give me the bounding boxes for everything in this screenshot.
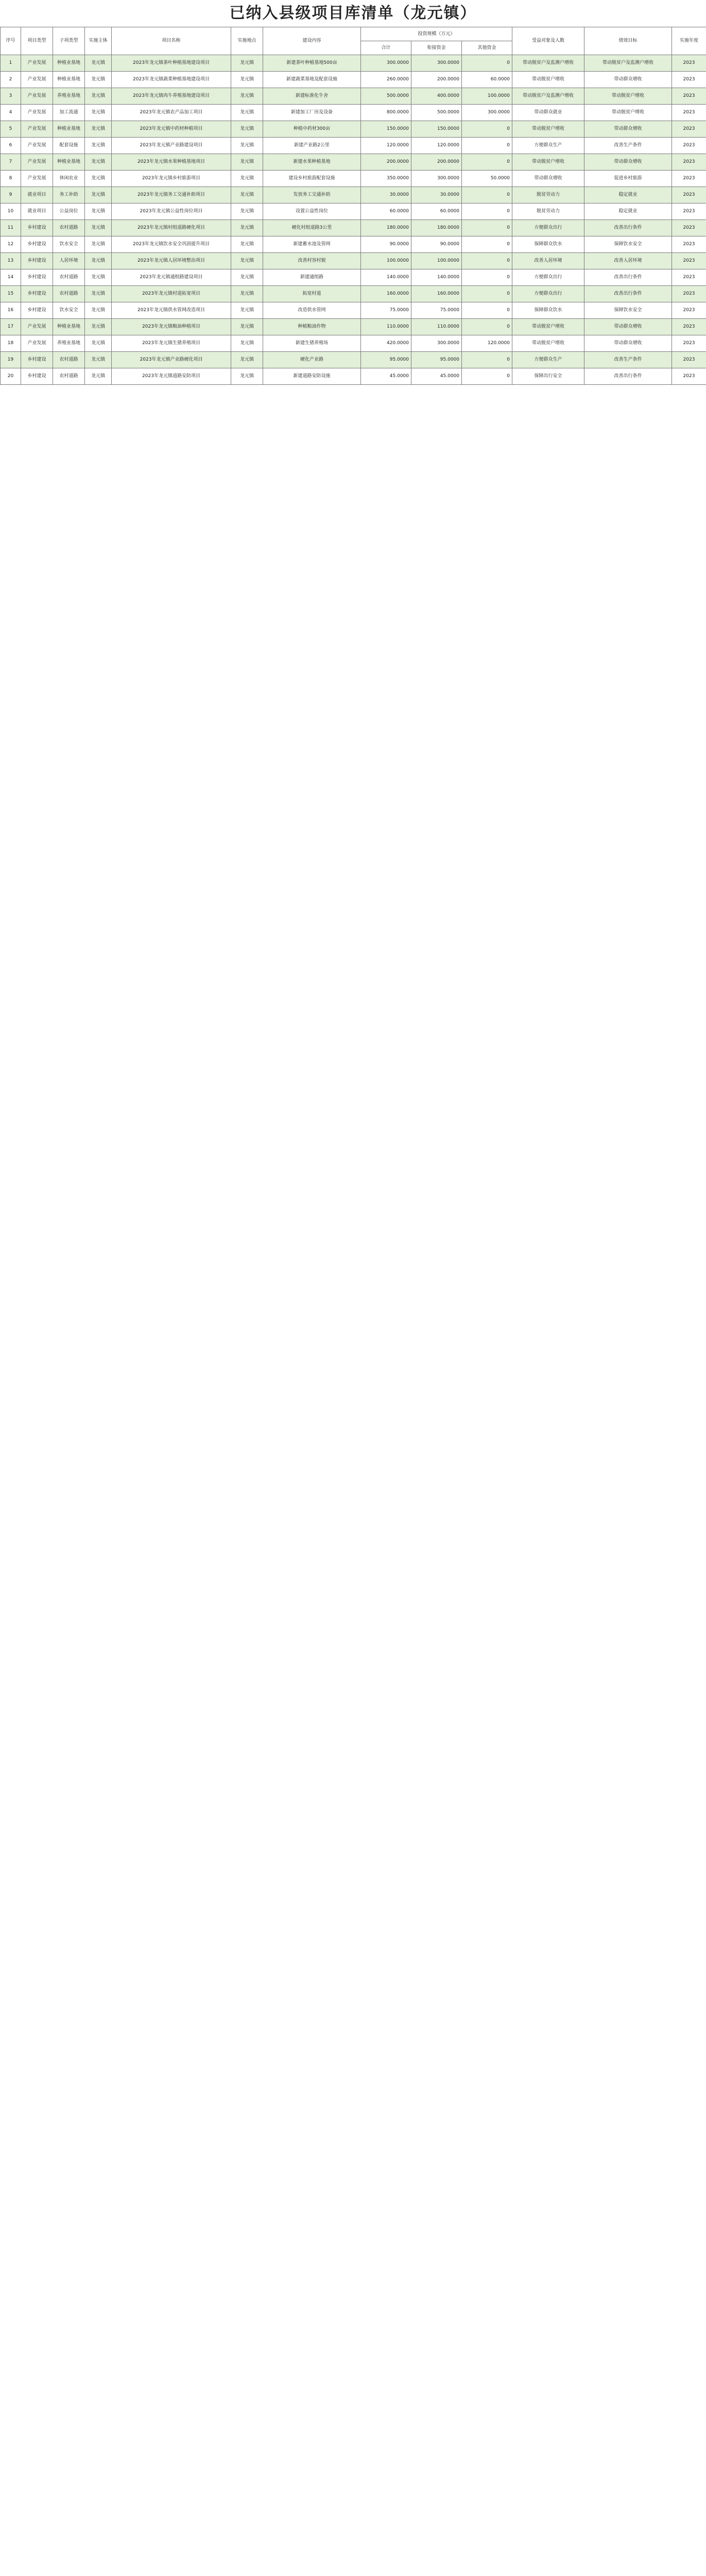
header-content: 建设内容 [263, 27, 361, 55]
cell-location: 龙元镇 [231, 352, 263, 368]
cell-executor: 龙元镇 [85, 105, 112, 121]
cell-executor: 龙元镇 [85, 204, 112, 220]
cell-seq: 14 [1, 269, 21, 286]
cell-fund-a: 110.0000 [411, 319, 462, 335]
cell-fund-b: 0 [462, 253, 512, 269]
cell-content: 新建水果种植基地 [263, 154, 361, 171]
table-row [1, 204, 706, 220]
cell-total: 150.0000 [361, 121, 411, 138]
cell-name: 2023年龙元镇生猪养殖项目 [112, 335, 231, 352]
cell-subcategory: 种植业基地 [53, 319, 85, 335]
cell-fund-b: 300.0000 [462, 105, 512, 121]
cell-executor: 龙元镇 [85, 121, 112, 138]
cell-benefit: 带动脱贫户增收 [512, 335, 584, 352]
cell-category: 产业发展 [21, 335, 53, 352]
cell-fund-a: 150.0000 [411, 121, 462, 138]
cell-performance: 带动群众增收 [584, 335, 672, 352]
cell-fund-b: 50.0000 [462, 171, 512, 187]
cell-location: 龙元镇 [231, 72, 263, 88]
cell-category: 乡村建设 [21, 269, 53, 286]
cell-total: 160.0000 [361, 286, 411, 302]
cell-performance: 改善出行条件 [584, 368, 672, 385]
cell-category: 产业发展 [21, 171, 53, 187]
cell-seq: 8 [1, 171, 21, 187]
cell-fund-b: 0 [462, 302, 512, 319]
cell-category: 乡村建设 [21, 253, 53, 269]
cell-benefit: 带动脱贫户及监测户增收 [512, 55, 584, 72]
cell-year: 2023 [672, 368, 706, 385]
cell-performance: 改善出行条件 [584, 220, 672, 236]
cell-category: 就业项目 [21, 187, 53, 204]
cell-fund-a: 30.0000 [411, 187, 462, 204]
header-performance: 绩效目标 [584, 27, 672, 55]
cell-total: 100.0000 [361, 253, 411, 269]
cell-benefit: 带动群众增收 [512, 171, 584, 187]
cell-fund-a: 180.0000 [411, 220, 462, 236]
cell-benefit: 带动脱贫户增收 [512, 319, 584, 335]
cell-location: 龙元镇 [231, 105, 263, 121]
cell-location: 龙元镇 [231, 154, 263, 171]
cell-content: 新建标准化牛舍 [263, 88, 361, 105]
cell-year: 2023 [672, 154, 706, 171]
cell-content: 新建加工厂房及设备 [263, 105, 361, 121]
cell-year: 2023 [672, 302, 706, 319]
cell-location: 龙元镇 [231, 335, 263, 352]
cell-fund-a: 45.0000 [411, 368, 462, 385]
cell-fund-a: 500.0000 [411, 105, 462, 121]
cell-name: 2023年龙元镇粮油种植项目 [112, 319, 231, 335]
cell-benefit: 保障群众饮水 [512, 236, 584, 253]
cell-benefit: 保障出行安全 [512, 368, 584, 385]
cell-content: 新建生猪养殖场 [263, 335, 361, 352]
cell-fund-a: 140.0000 [411, 269, 462, 286]
cell-total: 180.0000 [361, 220, 411, 236]
cell-fund-b: 0 [462, 368, 512, 385]
cell-seq: 16 [1, 302, 21, 319]
table-row [1, 319, 706, 335]
cell-name: 2023年龙元镇茶叶种植基地建设项目 [112, 55, 231, 72]
cell-name: 2023年龙元镇公益性岗位项目 [112, 204, 231, 220]
cell-location: 龙元镇 [231, 269, 263, 286]
cell-name: 2023年龙元镇饮水安全巩固提升项目 [112, 236, 231, 253]
header-executor: 实施主体 [85, 27, 112, 55]
cell-total: 800.0000 [361, 105, 411, 121]
cell-seq: 18 [1, 335, 21, 352]
cell-benefit: 带动脱贫户及监测户增收 [512, 88, 584, 105]
cell-fund-b: 0 [462, 220, 512, 236]
cell-year: 2023 [672, 286, 706, 302]
cell-category: 产业发展 [21, 105, 53, 121]
cell-content: 新建产业路2公里 [263, 138, 361, 154]
cell-subcategory: 加工流通 [53, 105, 85, 121]
cell-subcategory: 养殖业基地 [53, 88, 85, 105]
cell-benefit: 脱贫劳动力 [512, 187, 584, 204]
cell-benefit: 方便群众出行 [512, 269, 584, 286]
cell-fund-b: 0 [462, 138, 512, 154]
cell-name: 2023年龙元镇村道拓宽项目 [112, 286, 231, 302]
header-name: 项目名称 [112, 27, 231, 55]
cell-performance: 改善生产条件 [584, 138, 672, 154]
cell-fund-a: 200.0000 [411, 72, 462, 88]
cell-fund-a: 100.0000 [411, 253, 462, 269]
cell-seq: 10 [1, 204, 21, 220]
cell-category: 产业发展 [21, 88, 53, 105]
cell-total: 350.0000 [361, 171, 411, 187]
cell-seq: 4 [1, 105, 21, 121]
cell-fund-a: 300.0000 [411, 55, 462, 72]
cell-category: 产业发展 [21, 55, 53, 72]
cell-name: 2023年龙元镇乡村旅游项目 [112, 171, 231, 187]
cell-executor: 龙元镇 [85, 55, 112, 72]
header-subcategory: 子项类型 [53, 27, 85, 55]
cell-subcategory: 种植业基地 [53, 154, 85, 171]
table-row [1, 269, 706, 286]
cell-subcategory: 休闲农业 [53, 171, 85, 187]
cell-executor: 龙元镇 [85, 302, 112, 319]
cell-fund-b: 100.0000 [462, 88, 512, 105]
table-row [1, 220, 706, 236]
header-benefit: 受益对象及人数 [512, 27, 584, 55]
cell-total: 420.0000 [361, 335, 411, 352]
cell-location: 龙元镇 [231, 121, 263, 138]
cell-benefit: 方便群众生产 [512, 352, 584, 368]
cell-name: 2023年龙元镇肉牛养殖基地建设项目 [112, 88, 231, 105]
cell-benefit: 脱贫劳动力 [512, 204, 584, 220]
cell-performance: 带动群众增收 [584, 121, 672, 138]
cell-benefit: 改善人居环境 [512, 253, 584, 269]
cell-category: 乡村建设 [21, 236, 53, 253]
cell-executor: 龙元镇 [85, 138, 112, 154]
cell-benefit: 方便群众出行 [512, 220, 584, 236]
cell-fund-b: 0 [462, 187, 512, 204]
cell-subcategory: 农村道路 [53, 286, 85, 302]
cell-subcategory: 养殖业基地 [53, 335, 85, 352]
cell-performance: 保障饮水安全 [584, 302, 672, 319]
header-total: 合计 [361, 41, 411, 55]
cell-name: 2023年龙元镇产业路建设项目 [112, 138, 231, 154]
cell-location: 龙元镇 [231, 220, 263, 236]
cell-year: 2023 [672, 220, 706, 236]
cell-total: 120.0000 [361, 138, 411, 154]
cell-seq: 20 [1, 368, 21, 385]
cell-fund-b: 0 [462, 352, 512, 368]
table-row [1, 72, 706, 88]
cell-benefit: 带动脱贫户增收 [512, 154, 584, 171]
cell-performance: 改善出行条件 [584, 286, 672, 302]
cell-benefit: 带动脱贫户增收 [512, 72, 584, 88]
cell-location: 龙元镇 [231, 55, 263, 72]
table-row [1, 105, 706, 121]
cell-seq: 17 [1, 319, 21, 335]
cell-name: 2023年龙元镇中药材种植项目 [112, 121, 231, 138]
cell-category: 产业发展 [21, 154, 53, 171]
cell-content: 设置公益性岗位 [263, 204, 361, 220]
cell-seq: 3 [1, 88, 21, 105]
cell-category: 产业发展 [21, 138, 53, 154]
cell-executor: 龙元镇 [85, 220, 112, 236]
cell-year: 2023 [672, 269, 706, 286]
cell-category: 乡村建设 [21, 368, 53, 385]
table-row [1, 154, 706, 171]
cell-name: 2023年龙元镇水果种植基地项目 [112, 154, 231, 171]
cell-performance: 稳定就业 [584, 204, 672, 220]
table-row [1, 286, 706, 302]
cell-benefit: 方便群众生产 [512, 138, 584, 154]
table-row [1, 368, 706, 385]
cell-performance: 改善生产条件 [584, 352, 672, 368]
cell-location: 龙元镇 [231, 253, 263, 269]
cell-performance: 稳定就业 [584, 187, 672, 204]
cell-performance: 带动群众增收 [584, 319, 672, 335]
cell-year: 2023 [672, 121, 706, 138]
table-row [1, 236, 706, 253]
cell-content: 硬化村组道路3公里 [263, 220, 361, 236]
cell-subcategory: 配套设施 [53, 138, 85, 154]
cell-name: 2023年龙元镇农产品加工项目 [112, 105, 231, 121]
cell-performance: 带动脱贫户增收 [584, 88, 672, 105]
cell-content: 新建蓄水池及管网 [263, 236, 361, 253]
cell-category: 乡村建设 [21, 286, 53, 302]
table-row [1, 253, 706, 269]
cell-seq: 15 [1, 286, 21, 302]
cell-total: 45.0000 [361, 368, 411, 385]
cell-subcategory: 农村道路 [53, 220, 85, 236]
cell-fund-b: 0 [462, 236, 512, 253]
header-year: 实施年度 [672, 27, 706, 55]
table-row [1, 335, 706, 352]
cell-year: 2023 [672, 236, 706, 253]
cell-content: 新建道路安防设施 [263, 368, 361, 385]
cell-category: 乡村建设 [21, 220, 53, 236]
cell-content: 发放务工交通补助 [263, 187, 361, 204]
cell-fund-a: 200.0000 [411, 154, 462, 171]
cell-fund-b: 120.0000 [462, 335, 512, 352]
cell-seq: 5 [1, 121, 21, 138]
cell-executor: 龙元镇 [85, 335, 112, 352]
cell-fund-a: 300.0000 [411, 335, 462, 352]
cell-location: 龙元镇 [231, 286, 263, 302]
cell-fund-a: 75.0000 [411, 302, 462, 319]
cell-performance: 带动群众增收 [584, 154, 672, 171]
cell-subcategory: 人居环境 [53, 253, 85, 269]
cell-seq: 1 [1, 55, 21, 72]
cell-executor: 龙元镇 [85, 286, 112, 302]
cell-seq: 6 [1, 138, 21, 154]
cell-name: 2023年龙元镇道路安防项目 [112, 368, 231, 385]
cell-executor: 龙元镇 [85, 187, 112, 204]
cell-location: 龙元镇 [231, 88, 263, 105]
cell-location: 龙元镇 [231, 171, 263, 187]
cell-subcategory: 公益岗位 [53, 204, 85, 220]
cell-content: 种植中药材300亩 [263, 121, 361, 138]
table-row [1, 121, 706, 138]
cell-benefit: 保障群众饮水 [512, 302, 584, 319]
cell-subcategory: 饮水安全 [53, 302, 85, 319]
cell-total: 110.0000 [361, 319, 411, 335]
cell-year: 2023 [672, 88, 706, 105]
cell-fund-b: 60.0000 [462, 72, 512, 88]
cell-subcategory: 农村道路 [53, 269, 85, 286]
cell-year: 2023 [672, 171, 706, 187]
cell-total: 90.0000 [361, 236, 411, 253]
cell-fund-a: 160.0000 [411, 286, 462, 302]
cell-executor: 龙元镇 [85, 88, 112, 105]
cell-performance: 带动脱贫户增收 [584, 105, 672, 121]
table-row [1, 171, 706, 187]
cell-total: 260.0000 [361, 72, 411, 88]
cell-fund-b: 0 [462, 286, 512, 302]
cell-subcategory: 种植业基地 [53, 121, 85, 138]
cell-name: 2023年龙元镇人居环境整治项目 [112, 253, 231, 269]
table-row [1, 138, 706, 154]
header-budget-group: 投资规模（万元） [361, 27, 512, 41]
table-row [1, 302, 706, 319]
cell-name: 2023年龙元镇产业路硬化项目 [112, 352, 231, 368]
cell-fund-a: 95.0000 [411, 352, 462, 368]
cell-performance: 改善人居环境 [584, 253, 672, 269]
cell-year: 2023 [672, 335, 706, 352]
cell-executor: 龙元镇 [85, 171, 112, 187]
cell-location: 龙元镇 [231, 368, 263, 385]
cell-content: 硬化产业路 [263, 352, 361, 368]
cell-content: 拓宽村道 [263, 286, 361, 302]
cell-total: 500.0000 [361, 88, 411, 105]
cell-total: 60.0000 [361, 204, 411, 220]
cell-total: 30.0000 [361, 187, 411, 204]
cell-seq: 9 [1, 187, 21, 204]
cell-fund-b: 0 [462, 154, 512, 171]
header-location: 实施地点 [231, 27, 263, 55]
cell-fund-b: 0 [462, 121, 512, 138]
cell-fund-b: 0 [462, 269, 512, 286]
cell-year: 2023 [672, 138, 706, 154]
cell-year: 2023 [672, 55, 706, 72]
cell-category: 乡村建设 [21, 302, 53, 319]
cell-fund-b: 0 [462, 204, 512, 220]
cell-category: 乡村建设 [21, 352, 53, 368]
cell-benefit: 方便群众出行 [512, 286, 584, 302]
cell-performance: 带动脱贫户及监测户增收 [584, 55, 672, 72]
cell-location: 龙元镇 [231, 204, 263, 220]
cell-location: 龙元镇 [231, 138, 263, 154]
cell-subcategory: 农村道路 [53, 368, 85, 385]
cell-fund-b: 0 [462, 55, 512, 72]
cell-executor: 龙元镇 [85, 352, 112, 368]
cell-subcategory: 种植业基地 [53, 72, 85, 88]
table-row [1, 352, 706, 368]
cell-performance: 改善出行条件 [584, 269, 672, 286]
cell-executor: 龙元镇 [85, 368, 112, 385]
cell-total: 200.0000 [361, 154, 411, 171]
cell-year: 2023 [672, 352, 706, 368]
table-body [1, 55, 706, 385]
cell-total: 95.0000 [361, 352, 411, 368]
header-category: 项目类型 [21, 27, 53, 55]
cell-location: 龙元镇 [231, 302, 263, 319]
cell-seq: 13 [1, 253, 21, 269]
cell-name: 2023年龙元镇务工交通补助项目 [112, 187, 231, 204]
cell-content: 新建茶叶种植基地500亩 [263, 55, 361, 72]
cell-content: 改善村容村貌 [263, 253, 361, 269]
cell-content: 改造供水管网 [263, 302, 361, 319]
cell-executor: 龙元镇 [85, 236, 112, 253]
cell-content: 建设乡村旅游配套设施 [263, 171, 361, 187]
cell-category: 产业发展 [21, 121, 53, 138]
cell-location: 龙元镇 [231, 187, 263, 204]
cell-location: 龙元镇 [231, 319, 263, 335]
project-table [0, 27, 706, 385]
cell-total: 140.0000 [361, 269, 411, 286]
cell-executor: 龙元镇 [85, 154, 112, 171]
cell-fund-a: 400.0000 [411, 88, 462, 105]
cell-year: 2023 [672, 105, 706, 121]
cell-fund-a: 90.0000 [411, 236, 462, 253]
cell-year: 2023 [672, 187, 706, 204]
cell-benefit: 带动群众就业 [512, 105, 584, 121]
cell-content: 新建蔬菜基地及配套设施 [263, 72, 361, 88]
cell-total: 300.0000 [361, 55, 411, 72]
cell-content: 种植粮油作物 [263, 319, 361, 335]
cell-fund-b: 0 [462, 319, 512, 335]
cell-category: 就业项目 [21, 204, 53, 220]
page-title: 已纳入县级项目库清单（龙元镇） [229, 4, 477, 22]
cell-seq: 12 [1, 236, 21, 253]
cell-executor: 龙元镇 [85, 253, 112, 269]
cell-total: 75.0000 [361, 302, 411, 319]
cell-fund-a: 300.0000 [411, 171, 462, 187]
header-seq: 序号 [1, 27, 21, 55]
cell-executor: 龙元镇 [85, 269, 112, 286]
cell-year: 2023 [672, 253, 706, 269]
cell-name: 2023年龙元镇蔬菜种植基地建设项目 [112, 72, 231, 88]
cell-year: 2023 [672, 72, 706, 88]
cell-performance: 带动群众增收 [584, 72, 672, 88]
cell-seq: 7 [1, 154, 21, 171]
cell-subcategory: 务工补助 [53, 187, 85, 204]
cell-location: 龙元镇 [231, 236, 263, 253]
cell-category: 产业发展 [21, 319, 53, 335]
header-fund-b: 其他资金 [462, 41, 512, 55]
cell-subcategory: 饮水安全 [53, 236, 85, 253]
cell-category: 产业发展 [21, 72, 53, 88]
table-row [1, 187, 706, 204]
cell-subcategory: 种植业基地 [53, 55, 85, 72]
cell-name: 2023年龙元镇通组路建设项目 [112, 269, 231, 286]
cell-executor: 龙元镇 [85, 319, 112, 335]
cell-executor: 龙元镇 [85, 72, 112, 88]
header-fund-a: 衔接资金 [411, 41, 462, 55]
cell-year: 2023 [672, 319, 706, 335]
cell-seq: 11 [1, 220, 21, 236]
cell-seq: 2 [1, 72, 21, 88]
cell-performance: 促进乡村旅游 [584, 171, 672, 187]
cell-name: 2023年龙元镇村组道路硬化项目 [112, 220, 231, 236]
cell-benefit: 带动脱贫户增收 [512, 121, 584, 138]
cell-performance: 保障饮水安全 [584, 236, 672, 253]
cell-fund-a: 60.0000 [411, 204, 462, 220]
cell-content: 新建通组路 [263, 269, 361, 286]
cell-fund-a: 120.0000 [411, 138, 462, 154]
table-row [1, 88, 706, 105]
cell-year: 2023 [672, 204, 706, 220]
cell-name: 2023年龙元镇供水管网改造项目 [112, 302, 231, 319]
cell-seq: 19 [1, 352, 21, 368]
table-row [1, 55, 706, 72]
cell-subcategory: 农村道路 [53, 352, 85, 368]
